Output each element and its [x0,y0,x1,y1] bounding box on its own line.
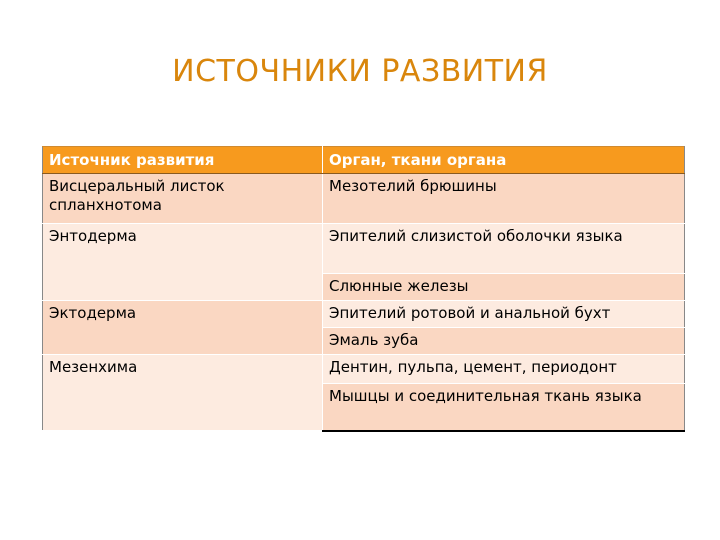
slide-title: ИСТОЧНИКИ РАЗВИТИЯ [172,54,548,89]
table-row [43,301,685,328]
source-cell: Эктодерма [43,301,323,355]
organ-cell: Мышцы и соединительная ткань языка [323,384,685,431]
organ-cell: Эпителий ротовой и анальной бухт [323,301,685,328]
table-row [43,224,685,274]
organ-cell: Мезотелий брюшины [323,174,685,224]
table-row [43,355,685,384]
organ-cell: Эмаль зуба [323,328,685,355]
header-organ: Орган, ткани органа [323,147,685,174]
table-header-row [43,147,685,174]
organ-cell: Дентин, пульпа, цемент, периодонт [323,355,685,384]
development-sources-table [42,146,685,432]
header-source: Источник развития [43,147,323,174]
source-cell: Мезенхима [43,355,323,431]
organ-cell: Эпителий слизистой оболочки языка [323,224,685,274]
table-row [43,174,685,224]
source-cell: Висцеральный листок спланхнотома [43,174,323,224]
source-cell: Энтодерма [43,224,323,301]
organ-cell: Слюнные железы [323,274,685,301]
